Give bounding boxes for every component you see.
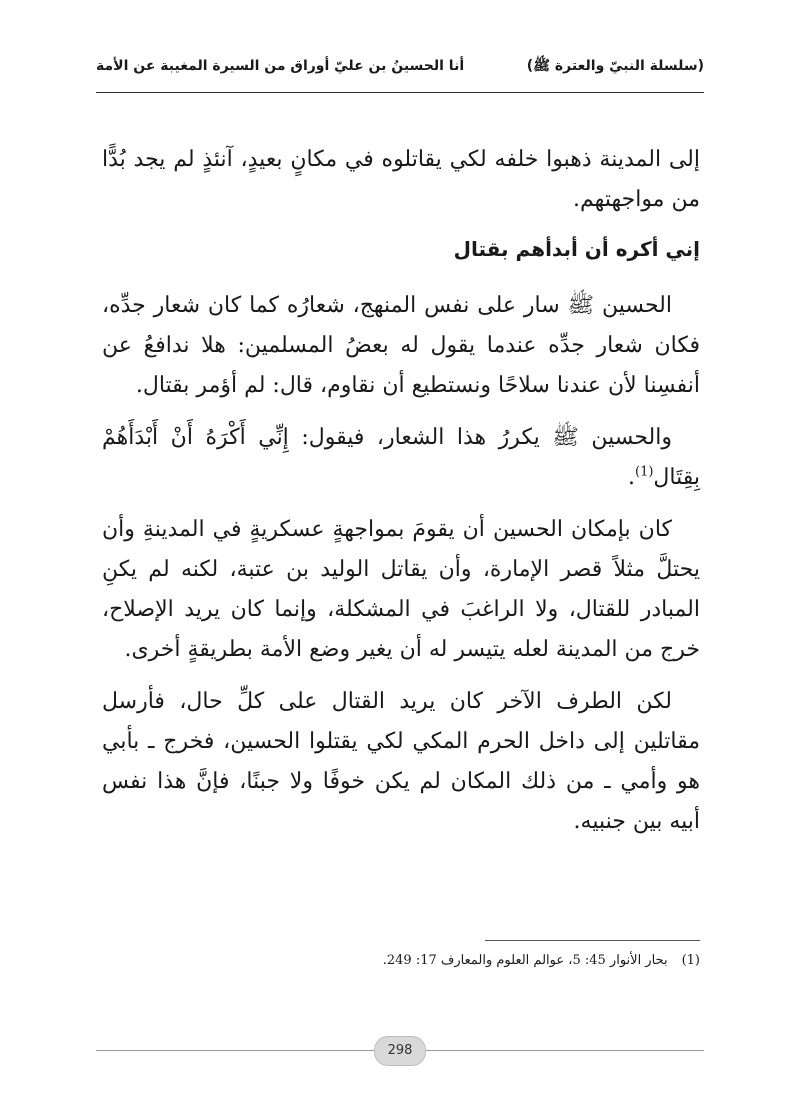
page-number: 298 [374, 1036, 426, 1066]
paragraph-2: الحسين ﷺ سار على نفس المنهج، شعارُه كما كان شعار جدِّه، فكان شعار جدِّه عندما يقول له بعضُ المسلمين: هلا ندافعُ عن أنفسِنا لأن عندنا سلاحًا ونستطيع أن نقاوم، قال: لم أؤمر بقتال. [102, 293, 700, 398]
paragraph-4: كان بإمكان الحسين أن يقومَ بمواجهةٍ عسكريةٍ في المدينةِ وأن يحتلَّ مثلاً قصر الإمارة، وأن يقاتل الوليد بن عتبة، لكنه لم يكنِ المبادر للقتال، ولا الراغبَ في المشكلة، وإنما كان يريد الإصلاح، خرج من المدينة لعله يتيسر له أن يغير وضع الأمة بطريقةٍ أخرى. [102, 517, 700, 662]
footnote [100, 952, 700, 970]
paragraph-3-text: والحسين ﷺ يكررُ هذا الشعار، فيقول: إِنِّي أَكْرَهُ أَنْ أَبْدَأَهُمْ بِقِتَال [102, 425, 700, 490]
footnote-divider [485, 940, 700, 941]
series-title: (سلسلة النبيّ والعترة ﷺ) [526, 58, 704, 74]
paragraph-1: إلى المدينة ذهبوا خلفه لكي يقاتلوه في مكانٍ بعيدٍ، آنئذٍ لم يجد بُدًّا من مواجهتهم. [102, 147, 700, 212]
book-title: أنا الحسينُ بن عليّ أوراق من السيرة المغيبة عن الأمة [96, 58, 465, 74]
running-header [96, 56, 704, 76]
paragraph-3-end: . [627, 465, 635, 490]
page-body [102, 140, 700, 854]
footnote-marker: (1) [681, 953, 700, 968]
paragraph-5: لكن الطرف الآخر كان يريد القتال على كلِّ حال، فأرسل مقاتلين إلى داخل الحرم المكي لكي يقتلوا الحسين، فخرج ـ بأبي هو وأمي ـ من ذلك المكان لم يكن خوفًا ولا جبنًا، فإنَّ هذا نفس أبيه بين جنبيه. [102, 689, 700, 834]
footnote-reference: (1) [634, 464, 654, 480]
section-heading: إني أكره أن أبدأهم بقتال [453, 237, 700, 261]
footnote-text: بحار الأنوار 45: 5، عوالم العلوم والمعارف 17: 249. [382, 953, 668, 968]
header-divider [96, 92, 704, 93]
paragraph-3 [102, 418, 700, 498]
page-footer [96, 1036, 704, 1066]
